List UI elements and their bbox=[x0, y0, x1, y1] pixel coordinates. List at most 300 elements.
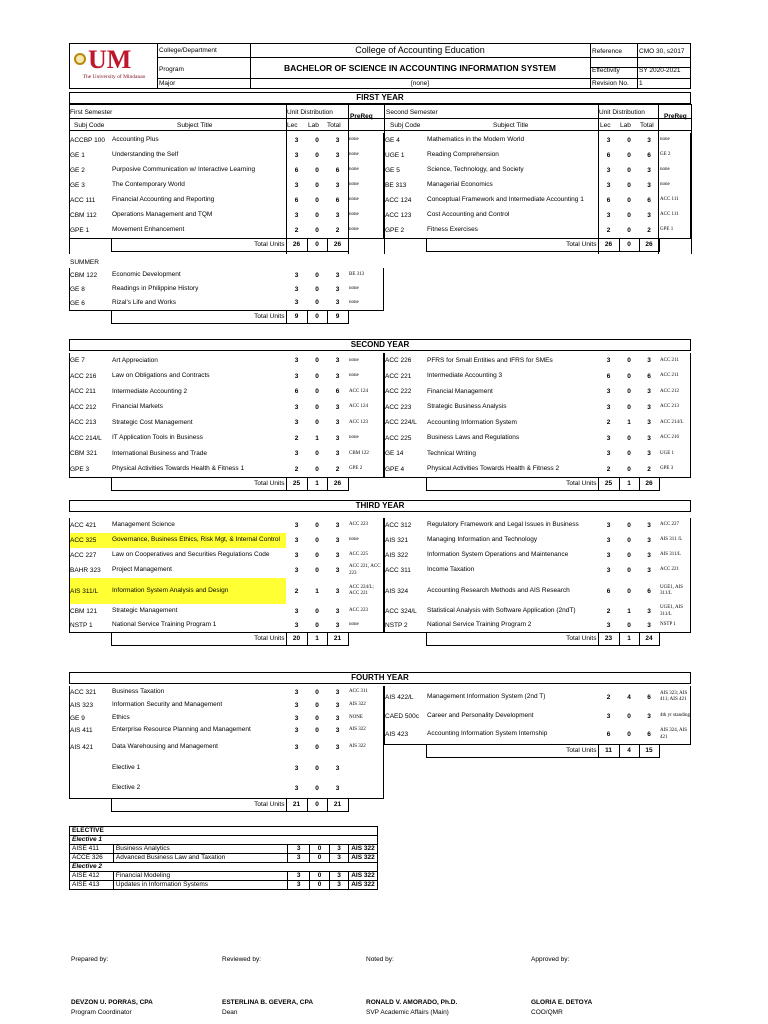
total-units: 2 bbox=[335, 465, 340, 473]
total-units: 3 bbox=[647, 357, 651, 365]
total-units: 3 bbox=[647, 713, 651, 720]
lec-units: 3 bbox=[294, 372, 299, 380]
lab-units: 0 bbox=[627, 465, 631, 473]
lab-units: 0 bbox=[627, 372, 631, 380]
sum-lec: 20 bbox=[286, 632, 307, 645]
course-code: AISE 412 bbox=[70, 872, 114, 881]
prereq: ACC 123 bbox=[349, 419, 369, 425]
lab-units: 0 bbox=[315, 764, 319, 772]
course-row bbox=[69, 296, 384, 310]
lec-units: 3 bbox=[294, 743, 299, 751]
college-label: College/Department bbox=[159, 47, 217, 54]
lab-units: 0 bbox=[315, 608, 319, 615]
course-row bbox=[69, 462, 384, 478]
total-units: 3 bbox=[330, 854, 349, 863]
sum-lec: 25 bbox=[598, 477, 619, 490]
prereq: none bbox=[349, 152, 359, 158]
lab-units: 0 bbox=[315, 465, 319, 473]
prereq: NONE bbox=[349, 714, 363, 720]
course-row bbox=[69, 699, 384, 712]
third-year-banner: THIRD YEAR bbox=[69, 500, 691, 512]
lec-units: 3 bbox=[606, 537, 611, 544]
lec-units: 3 bbox=[294, 137, 299, 144]
lec-units: 3 bbox=[606, 450, 611, 458]
course-row bbox=[69, 619, 384, 632]
course-row bbox=[384, 415, 691, 431]
spacer bbox=[384, 477, 426, 490]
spacer bbox=[384, 632, 426, 645]
seal-icon bbox=[74, 53, 86, 65]
total-units: 3 bbox=[330, 845, 349, 854]
revision-label: Revision No. bbox=[592, 80, 629, 87]
course-row bbox=[69, 578, 384, 604]
total-units: 3 bbox=[335, 434, 340, 442]
total-units: 6 bbox=[647, 197, 651, 204]
course-code: AISE 411 bbox=[70, 845, 114, 854]
course-code: ACC 225 bbox=[385, 434, 412, 442]
total-units: 3 bbox=[335, 743, 340, 751]
lab-header: Lab bbox=[308, 122, 319, 129]
course-code: ACCBP 100 bbox=[70, 137, 105, 144]
course-row bbox=[69, 724, 384, 737]
signatory-name: DEVZON U. PORRAS, CPA bbox=[71, 999, 153, 1006]
prereq: AIS 322 bbox=[349, 727, 366, 733]
course-title: Governance, Business Ethics, Risk Mgt, & Internal Control bbox=[111, 533, 286, 548]
logo-text: UM bbox=[88, 45, 132, 74]
total-row bbox=[69, 310, 384, 323]
total-units: 6 bbox=[335, 167, 340, 174]
lec-units: 3 bbox=[294, 285, 299, 293]
sum-lec: 21 bbox=[286, 798, 307, 811]
course-code bbox=[69, 757, 111, 779]
course-title: Business Analytics bbox=[113, 845, 287, 854]
elective-group-name: Elective 2 bbox=[70, 863, 378, 872]
course-row bbox=[384, 563, 691, 578]
prereq: ACC 225 bbox=[349, 552, 369, 558]
course-row bbox=[69, 686, 384, 699]
course-row bbox=[384, 548, 691, 563]
lab-units: 0 bbox=[627, 730, 631, 738]
prereq: ACC 124 bbox=[349, 404, 369, 409]
sum-total: 21 bbox=[327, 798, 348, 811]
sum-total: 21 bbox=[327, 632, 348, 645]
lab-units: 0 bbox=[315, 167, 319, 174]
lab-units: 0 bbox=[315, 689, 319, 696]
total-units: 3 bbox=[335, 552, 340, 559]
college-value: College of Accounting Education bbox=[355, 45, 485, 55]
sum-lab: 0 bbox=[307, 310, 327, 323]
prereq: AIS 311 /L bbox=[660, 537, 683, 543]
course-title: Financial Modeling bbox=[113, 872, 287, 881]
lab-units: 0 bbox=[627, 713, 631, 720]
course-code: ACC 324/L bbox=[385, 608, 417, 615]
course-title: Accounting Information System Internship bbox=[427, 730, 548, 737]
prereq: AIS 322 bbox=[348, 872, 377, 881]
elective-row bbox=[70, 863, 378, 872]
course-code: AIS 421 bbox=[70, 743, 94, 751]
lec-units: 3 bbox=[294, 182, 299, 189]
course-code: GE 3 bbox=[70, 182, 85, 189]
lec-units: 3 bbox=[294, 152, 299, 159]
course-code: GE 5 bbox=[385, 167, 400, 174]
course-code: CBM 321 bbox=[70, 450, 98, 458]
course-code: BE 313 bbox=[385, 182, 407, 189]
course-title: Management Information System (2nd T) bbox=[427, 692, 546, 700]
lec-units: 3 bbox=[606, 137, 611, 144]
course-code: AIS 423 bbox=[385, 731, 409, 738]
course-code: GPE 2 bbox=[385, 227, 405, 234]
signatory-name: ESTERLINA B. GEVERA, CPA bbox=[222, 999, 314, 1006]
course-title: Physical Activities Towards Health & Fitness 1 bbox=[112, 464, 245, 472]
total-units: 6 bbox=[647, 372, 651, 380]
course-title: Income Taxation bbox=[427, 566, 475, 574]
lec-units: 3 bbox=[606, 388, 611, 396]
lec-units: 2 bbox=[294, 434, 299, 442]
course-title: Art Appreciation bbox=[112, 356, 158, 364]
total-units: 6 bbox=[647, 587, 651, 595]
lec-header-right: Lec bbox=[600, 122, 611, 129]
sum-total: 26 bbox=[639, 477, 659, 490]
sum-total: 24 bbox=[639, 632, 659, 645]
sum-lab: 4 bbox=[619, 744, 639, 757]
elective-row bbox=[70, 872, 378, 881]
total-units: 3 bbox=[647, 419, 651, 427]
course-row bbox=[69, 148, 384, 163]
sum-lab: 1 bbox=[307, 632, 327, 645]
prereq: none bbox=[349, 197, 359, 203]
total-units: 3 bbox=[335, 621, 340, 629]
lab-units: 0 bbox=[627, 537, 631, 544]
prereq: none bbox=[349, 435, 359, 440]
summer-label: SUMMER bbox=[70, 259, 99, 266]
course-title: Strategic Business Analysis bbox=[427, 403, 507, 410]
spacer bbox=[69, 310, 111, 323]
course-row bbox=[69, 369, 384, 385]
course-code: GE 14 bbox=[385, 450, 404, 458]
course-title: Strategic Cost Management bbox=[112, 418, 193, 426]
prereq: none bbox=[660, 137, 670, 143]
course-code: ACCE 326 bbox=[70, 854, 114, 863]
total-row bbox=[69, 632, 384, 645]
course-code: ACC 212 bbox=[70, 403, 97, 411]
total-units: 3 bbox=[335, 182, 340, 189]
lec-units: 6 bbox=[606, 197, 611, 204]
signatory-role: COO/QMR bbox=[531, 1009, 563, 1016]
course-title: Advanced Business Law and Taxation bbox=[113, 854, 287, 863]
elective-table bbox=[69, 826, 378, 890]
lab-units: 0 bbox=[315, 403, 319, 411]
lec-units: 2 bbox=[606, 226, 611, 234]
lec-units: 3 bbox=[294, 552, 299, 559]
lec-units: 6 bbox=[606, 730, 611, 738]
sum-total: 26 bbox=[327, 477, 348, 490]
course-code: CAED 500c bbox=[385, 713, 419, 720]
lec-units: 6 bbox=[294, 167, 299, 174]
lec-units: 6 bbox=[606, 587, 611, 595]
prereq: ACC 227 bbox=[660, 522, 680, 528]
spacer bbox=[348, 632, 384, 645]
lab-units: 0 bbox=[315, 552, 319, 559]
spacer bbox=[659, 477, 691, 490]
prereq: BE 313 bbox=[349, 271, 365, 277]
course-row bbox=[69, 268, 384, 282]
prereq: ACC 216 bbox=[660, 435, 680, 440]
course-title: Accounting Research Methods and AIS Research bbox=[427, 586, 570, 594]
lab-units: 0 bbox=[627, 522, 631, 529]
university-logo bbox=[70, 44, 156, 88]
course-title: Fitness Exercises bbox=[427, 226, 478, 233]
course-title: Strategic Management bbox=[112, 607, 178, 615]
course-title: Intermediate Accounting 2 bbox=[112, 387, 188, 395]
lec-units: 3 bbox=[288, 881, 310, 890]
course-code: AIS 411 bbox=[70, 727, 93, 734]
lec-units: 3 bbox=[294, 537, 299, 544]
sum-lab: 1 bbox=[619, 477, 639, 490]
lec-units: 3 bbox=[606, 167, 611, 174]
total-units: 3 bbox=[335, 522, 340, 529]
course-row bbox=[69, 384, 384, 400]
prereq: none bbox=[349, 537, 359, 543]
lab-units: 1 bbox=[627, 608, 631, 615]
total-units: 3 bbox=[335, 357, 340, 365]
course-code: ACC 421 bbox=[70, 522, 97, 529]
total-units: 3 bbox=[335, 137, 340, 144]
course-title: PFRS for Small Entities and IFRS for SMEs bbox=[427, 356, 553, 364]
lab-units: 0 bbox=[627, 212, 631, 219]
total-units-label: Total Units bbox=[111, 477, 286, 490]
course-row bbox=[384, 708, 691, 725]
lab-units: 0 bbox=[310, 881, 330, 890]
total-row bbox=[69, 477, 384, 490]
course-title: Rizal's Life and Works bbox=[112, 298, 176, 306]
lab-units: 0 bbox=[310, 854, 330, 863]
spacer bbox=[384, 238, 426, 251]
course-row bbox=[384, 400, 691, 416]
lec-units: 3 bbox=[294, 212, 299, 219]
course-code: AIS 311/L bbox=[69, 578, 111, 604]
prereq: ACC 111 bbox=[660, 212, 679, 218]
course-row bbox=[384, 578, 691, 604]
course-code: ACC 221 bbox=[385, 372, 412, 380]
sum-lec: 26 bbox=[286, 238, 307, 251]
second-year-first-sem bbox=[69, 353, 384, 491]
course-title: Operations Management and TQM bbox=[112, 211, 213, 219]
subj-title-header: Subject Title bbox=[177, 122, 213, 129]
course-code: BAHR 323 bbox=[70, 567, 101, 574]
lec-units: 3 bbox=[294, 522, 299, 529]
course-title: The Contemporary World bbox=[112, 181, 185, 189]
total-units: 3 bbox=[335, 784, 340, 792]
prereq: none bbox=[660, 167, 670, 173]
spacer bbox=[659, 238, 691, 251]
course-title: Management Science bbox=[112, 521, 175, 529]
spacer bbox=[69, 477, 111, 490]
spacer bbox=[348, 238, 384, 251]
course-row bbox=[69, 208, 384, 223]
program-label: Program bbox=[159, 66, 184, 73]
lab-units: 0 bbox=[310, 872, 330, 881]
lec-units: 2 bbox=[606, 419, 611, 427]
prereq: ACC 213 bbox=[660, 404, 680, 409]
course-row bbox=[384, 163, 691, 178]
course-code: GE 1 bbox=[70, 152, 85, 159]
course-code: AIS 324 bbox=[385, 587, 409, 595]
lec-units: 3 bbox=[294, 419, 299, 427]
course-title: Economic Development bbox=[112, 270, 181, 278]
prereq: ACC 221 bbox=[660, 567, 680, 573]
course-row bbox=[384, 462, 691, 478]
lec-units: 3 bbox=[606, 182, 611, 189]
course-code: AIS 323 bbox=[70, 702, 94, 709]
lab-units: 0 bbox=[310, 845, 330, 854]
spacer bbox=[348, 477, 384, 490]
total-units-label: Total Units bbox=[426, 477, 598, 490]
course-title: Readings in Philippine History bbox=[112, 284, 199, 292]
prereq: ACC 211 bbox=[660, 357, 679, 363]
fourth-year-banner: FOURTH YEAR bbox=[69, 672, 691, 684]
spacer bbox=[69, 632, 111, 645]
total-units: 3 bbox=[335, 299, 340, 307]
course-code: CBM 122 bbox=[70, 271, 98, 279]
lab-units: 1 bbox=[627, 419, 631, 427]
spacer bbox=[384, 744, 426, 757]
course-title: Purposive Communication w/ Interactive Learning bbox=[112, 166, 256, 174]
lec-units: 3 bbox=[606, 434, 611, 442]
lec-units: 2 bbox=[294, 226, 299, 234]
lab-units: 0 bbox=[315, 271, 319, 279]
lab-units: 0 bbox=[315, 621, 319, 629]
lec-units: 2 bbox=[606, 693, 611, 701]
prereq: AIS 322 bbox=[348, 845, 377, 854]
course-row bbox=[69, 400, 384, 416]
total-units: 3 bbox=[647, 537, 651, 544]
course-row bbox=[69, 604, 384, 619]
total-units: 3 bbox=[647, 552, 651, 559]
lab-units: 0 bbox=[315, 522, 319, 529]
lec-units: 6 bbox=[606, 152, 611, 159]
course-row bbox=[69, 533, 384, 548]
sum-lab: 0 bbox=[307, 238, 327, 251]
total-units: 6 bbox=[647, 152, 651, 159]
prereq: UGE1, AIS 311/L bbox=[660, 584, 684, 596]
lab-units: 0 bbox=[627, 167, 631, 174]
sum-lab: 1 bbox=[619, 632, 639, 645]
lab-units: 0 bbox=[315, 197, 319, 204]
revision-value: 1 bbox=[639, 80, 643, 87]
first-year-second-sem bbox=[384, 133, 691, 252]
prereq: ACC 311 bbox=[349, 689, 368, 695]
course-title: Cost Accounting and Control bbox=[427, 211, 510, 219]
university-name: The University of Mindanao bbox=[82, 74, 146, 80]
course-title: Science, Technology, and Society bbox=[427, 166, 524, 174]
prereq: ACC 223 bbox=[349, 522, 369, 528]
first-semester-label: First Semester bbox=[70, 109, 113, 116]
lec-units: 3 bbox=[606, 212, 611, 219]
course-title: Accounting Information System bbox=[427, 418, 517, 426]
prereq: 4th yr standing bbox=[660, 713, 690, 719]
unit-dist-label-left: Unit Distribution bbox=[287, 109, 333, 116]
course-code: CBM 112 bbox=[70, 212, 97, 219]
lab-header-right: Lab bbox=[620, 122, 631, 129]
subj-title-header-right: Subject Title bbox=[493, 122, 529, 129]
course-row bbox=[69, 518, 384, 533]
course-code: GE 2 bbox=[70, 167, 85, 174]
total-row bbox=[384, 238, 691, 251]
course-code: UGE 1 bbox=[385, 152, 405, 159]
course-title: Career and Personality Development bbox=[427, 712, 534, 720]
total-units: 3 bbox=[647, 434, 651, 442]
total-units: 3 bbox=[647, 450, 651, 458]
lec-units: 3 bbox=[606, 552, 611, 559]
course-row bbox=[384, 725, 691, 744]
course-title: Information System Analysis and Design bbox=[111, 578, 286, 604]
total-units: 3 bbox=[647, 388, 651, 396]
course-row bbox=[384, 353, 691, 369]
lab-units: 0 bbox=[315, 784, 319, 792]
second-year-banner: SECOND YEAR bbox=[69, 339, 691, 351]
sum-lec: 23 bbox=[598, 632, 619, 645]
prereq: none bbox=[349, 227, 359, 233]
lec-units: 3 bbox=[288, 854, 310, 863]
lab-units: 0 bbox=[627, 388, 631, 396]
course-code: ACC 211 bbox=[70, 388, 96, 396]
total-units: 6 bbox=[335, 197, 340, 204]
course-row bbox=[69, 431, 384, 447]
first-year-first-sem bbox=[69, 133, 384, 252]
course-row bbox=[384, 431, 691, 447]
prereq: none bbox=[349, 212, 359, 218]
lec-units: 2 bbox=[294, 465, 299, 473]
spacer bbox=[69, 798, 111, 811]
course-title: Intermediate Accounting 3 bbox=[427, 372, 503, 379]
elective-row bbox=[70, 854, 378, 863]
signature-label: Noted by: bbox=[366, 956, 394, 963]
prereq: UGE 1 bbox=[660, 450, 675, 456]
course-code: AIS 321 bbox=[385, 537, 409, 544]
total-units: 3 bbox=[335, 702, 340, 709]
total-units: 3 bbox=[647, 608, 651, 615]
signatory-role: SVP Academic Affairs (Main) bbox=[366, 1009, 449, 1016]
course-code: GPE 3 bbox=[70, 465, 90, 473]
signatory-role: Program Coordinator bbox=[71, 1009, 132, 1016]
course-code: ACC 311 bbox=[385, 567, 411, 574]
course-row bbox=[69, 133, 384, 148]
course-row bbox=[69, 223, 384, 238]
total-units: 3 bbox=[647, 212, 651, 219]
total-units: 3 bbox=[335, 587, 340, 595]
total-row bbox=[69, 798, 384, 811]
total-units: 3 bbox=[330, 881, 349, 890]
course-code: GE 4 bbox=[385, 137, 400, 144]
course-row bbox=[69, 178, 384, 193]
total-units: 3 bbox=[647, 567, 651, 574]
course-code: ACC 321 bbox=[70, 689, 97, 696]
total-units: 3 bbox=[335, 727, 340, 734]
elective-row bbox=[70, 827, 378, 836]
lec-units: 3 bbox=[606, 522, 611, 529]
lab-units: 0 bbox=[315, 702, 319, 709]
lec-units: 2 bbox=[294, 587, 299, 595]
total-units: 2 bbox=[647, 226, 651, 234]
prereq: ACC 224/L; ACC 221 bbox=[349, 584, 374, 596]
lab-units: 0 bbox=[627, 621, 631, 629]
signatory-name: RONALD V. AMORADO, Ph.D. bbox=[366, 999, 458, 1006]
course-code: ACC 325 bbox=[69, 533, 111, 548]
fourth-year-second-sem bbox=[384, 686, 691, 758]
lec-units: 3 bbox=[294, 271, 299, 279]
prereq: none bbox=[349, 299, 359, 305]
course-title: Ethics bbox=[112, 713, 130, 721]
